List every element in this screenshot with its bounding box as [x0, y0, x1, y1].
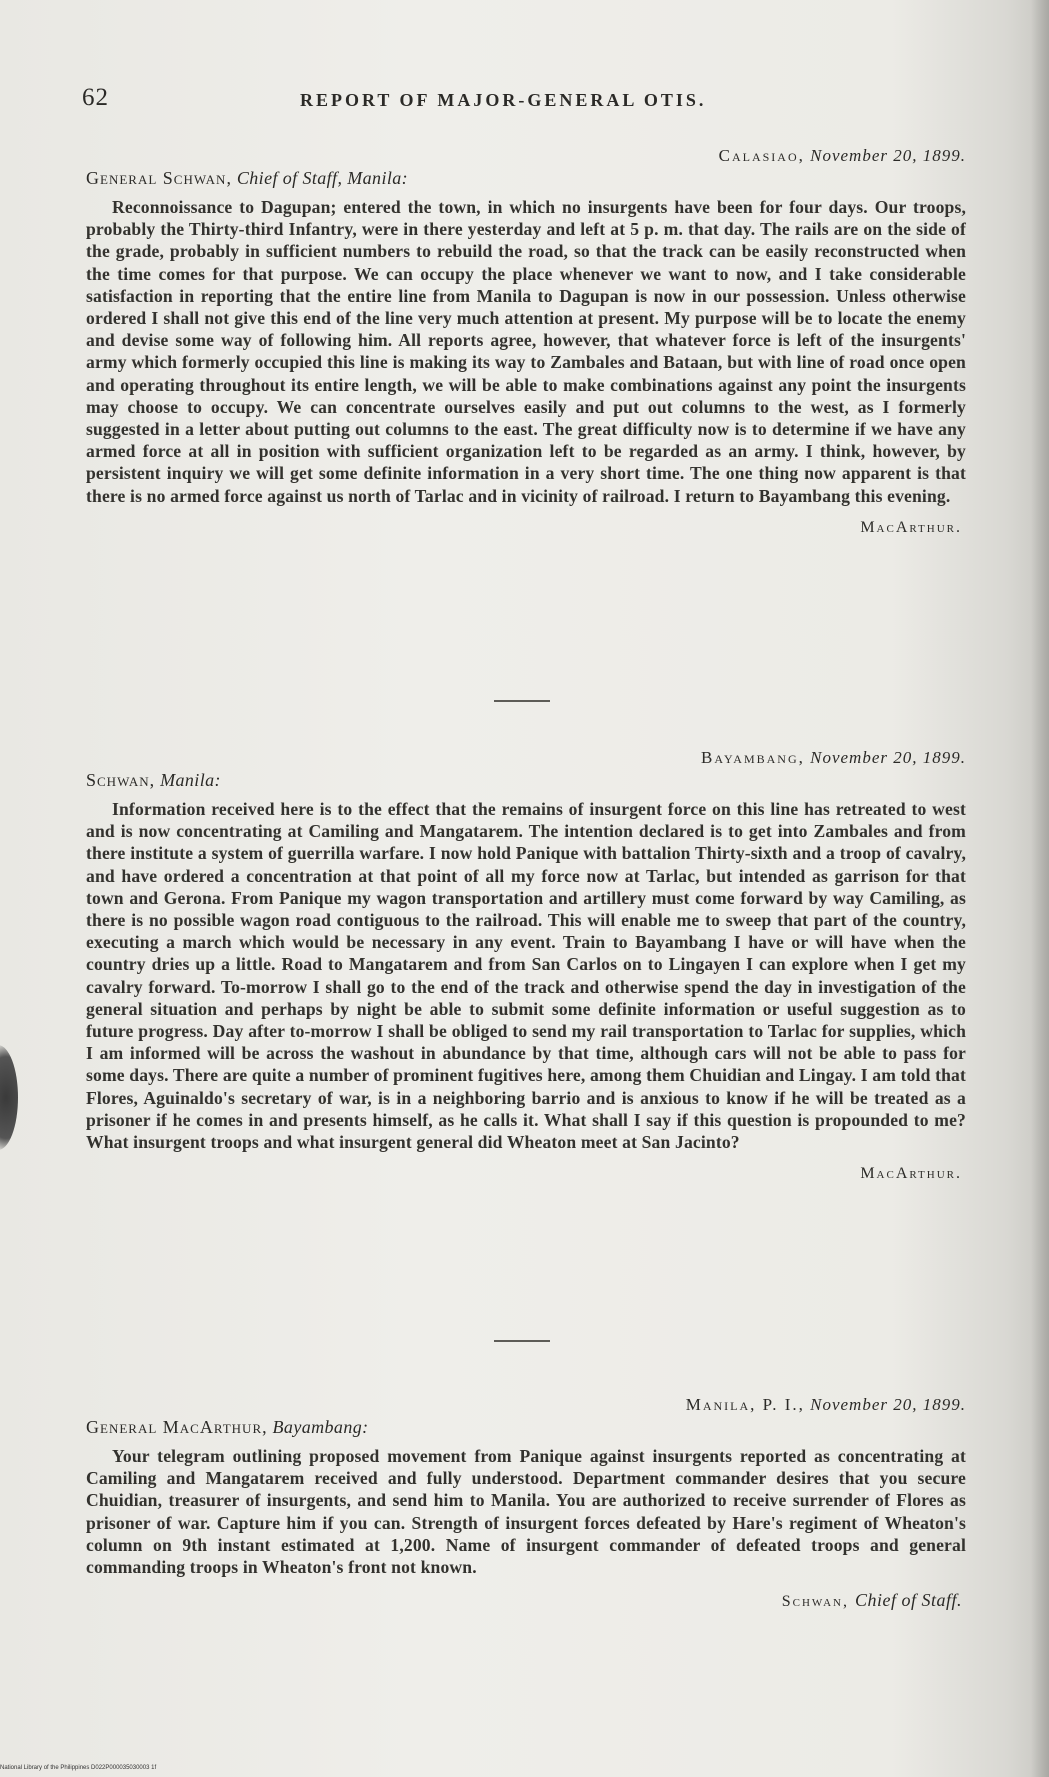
telegram-body: Reconnoissance to Dagupan; entered the town, in which no insurgents have been for four days. Our troops, probably the Thirty-third Infantry, were in there yesterday and left at 5 p. m. that day. The rails are on the side of the grade, probably in sufficient numbers to rebuild the road, so that the track can be easily reconstructed when the time comes for that purpose. We can occupy the place whenever we want to now, and I take considerable satisfaction in reporting that the entire line from Manila to Dagupan is now in our possession. Unless otherwise ordered I shall not give this end of the line very much attention at present. My purpose will be to locate the enemy and devise some way of following him. All reports agree, however, that whatever force is left of the insurgents' army which formerly occupied this line is making its way to Zambales and Bataan, but with line of road once open and operating throughout its entire length, we will be able to make combinations against any point the insurgents may choose to occupy. We can concentrate ourselves easily and put out columns to the west, as I formerly suggested in a letter about putting out columns to the east. The great difficulty now is to determine if we have any armed force at all in position with sufficient organization left to be regarded as an army. I think, however, by persistent inquiry we will get some definite information in a very short time. The one thing now apparent is that there is no armed force against us north of Tarlac and in vicinity of railroad. I return to Bayambang this evening.	[86, 197, 966, 506]
signature-name: Schwan,	[781, 1593, 849, 1611]
dateline-place: Bayambang,	[701, 748, 805, 767]
telegram-body: Your telegram outlining proposed movement from Panique against insurgents reported as concentrating at Camiling and Mangatarem received and fully understood. Department commander desires that you secure Chuidian, treasurer of insurgents, and send him to Manila. You are authorized to receive surrender of Flores as prisoner of war. Capture him if you can. Strength of insurgent forces defeated by Hare's regiment of Wheaton's column on 9th instant estimated at 1,200. Name of insurgent commander of defeated troops and general commanding troops in Wheaton's front not known.	[86, 1446, 966, 1578]
telegram-2	[86, 748, 966, 1183]
addressee-role: Chief of Staff, Manila:	[236, 168, 409, 188]
dateline-place: Calasiao,	[718, 146, 805, 165]
addressee-name: General MacArthur,	[86, 1417, 268, 1437]
salutation	[86, 168, 966, 189]
telegram-1	[86, 146, 966, 537]
page-edge-shadow	[1031, 0, 1049, 1777]
section-divider	[494, 700, 550, 702]
dateline-place: Manila, P. I.,	[685, 1395, 805, 1414]
signature	[86, 519, 966, 537]
signature	[86, 1590, 966, 1611]
scan-artifact	[0, 1045, 18, 1150]
dateline-date: November 20, 1899.	[810, 1395, 966, 1414]
dateline-date: November 20, 1899.	[810, 146, 966, 165]
telegram-3	[86, 1395, 966, 1611]
page-header	[82, 84, 962, 114]
page-number: 62	[82, 84, 109, 111]
dateline	[86, 1395, 966, 1415]
signature-role: Chief of Staff.	[854, 1590, 962, 1611]
salutation	[86, 770, 966, 791]
dateline	[86, 146, 966, 166]
signature-name: MacArthur.	[860, 518, 962, 536]
telegram-body: Information received here is to the effect that the remains of insurgent force on this line has retreated to west and is now concentrating at Camiling and Mangatarem. The intention declared is to get into Zambales and from there institute a system of guerrilla warfare. I now hold Panique with battalion Thirty-sixth and a troop of cavalry, and have ordered a concentration at that point of all my force now at Tarlac, but intended as garrison for that town and Gerona. From Panique my wagon transportation and artillery must come forward by way Camiling, as there is no possible wagon road contiguous to the railroad. This will enable me to sweep that part of the country, executing a march which would be necessary in any event. Train to Bayambang I have or will have when the country dries up a little. Road to Mangatarem and from San Carlos on to Lingayen I can explore when I get my cavalry forward. To-morrow I shall go to the end of the track and otherwise spend the day in investigation of the general situation and perhaps by night be able to submit some definite information or useful suggestion as to future progress. Day after to-morrow I shall be obliged to send my rail transportation to Tarlac for supplies, which I am informed will be across the washout in abundance by that time, although cars will not be able to pass for some days. There are quite a number of prominent fugitives here, among them Chuidian and Lingay. I am told that Flores, Aguinaldo's secretary of war, is in a neighboring barrio and is anxious to know if he will be treated as a prisoner if he comes in and presents himself, as he calls it. What shall I say if this question is propounded to me? What insurgent troops and what insurgent general did Wheaton meet at San Jacinto?	[86, 799, 966, 1153]
running-title: REPORT OF MAJOR-GENERAL OTIS.	[300, 90, 707, 110]
addressee-name: Schwan,	[86, 770, 156, 790]
dateline	[86, 748, 966, 768]
signature-name: MacArthur.	[860, 1165, 962, 1183]
signature	[86, 1165, 966, 1183]
scan-footer: National Library of the Philippines D022P000035030003 1f	[0, 1765, 157, 1771]
addressee-role: Manila:	[160, 770, 221, 790]
salutation	[86, 1417, 966, 1438]
addressee-role: Bayambang:	[272, 1417, 369, 1437]
addressee-name: General Schwan,	[86, 168, 232, 188]
section-divider	[494, 1340, 550, 1342]
dateline-date: November 20, 1899.	[810, 748, 966, 767]
